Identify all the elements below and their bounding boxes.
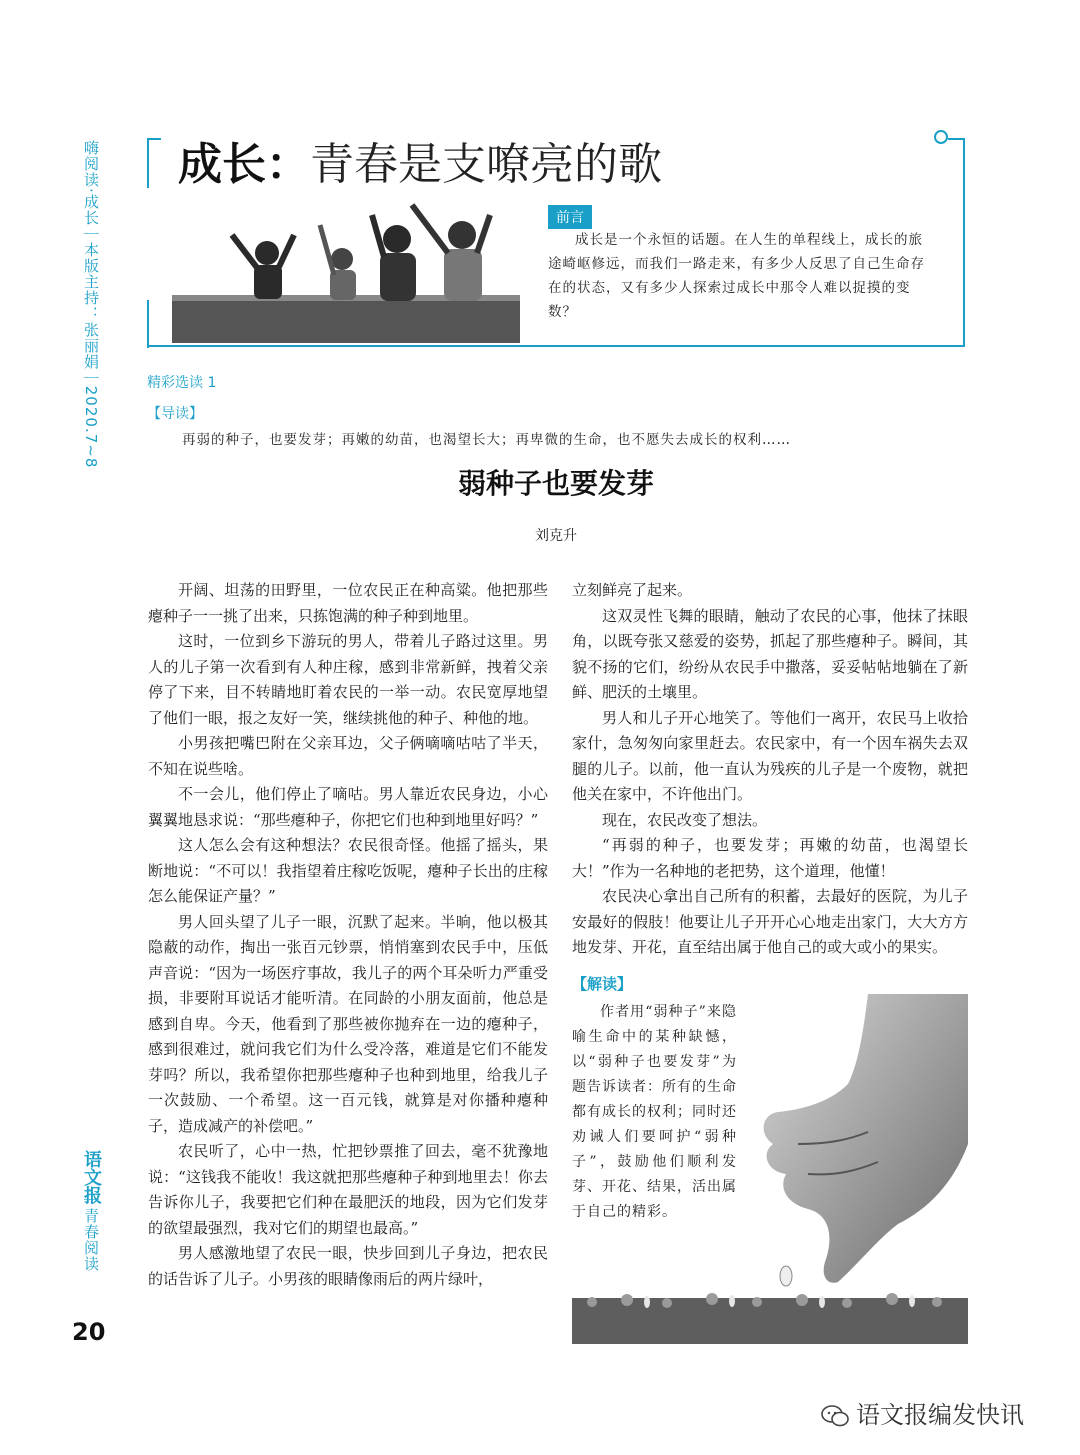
youth-photo: [172, 195, 520, 343]
guide-text: 再弱的种子，也要发芽；再嫩的幼苗，也渴望长大；再卑微的生命，也不愿失去成长的权利……: [182, 432, 791, 448]
paragraph: 现在，农民改变了想法。: [602, 810, 768, 829]
section-name: ｜青春阅读: [82, 1192, 100, 1272]
paragraph: 开阔、坦荡的田野里，一位农民正在种高粱。他把那些瘪种子一一挑了出来，只拣饱满的种子种到地里。: [148, 581, 548, 625]
frame-top-line: [147, 138, 161, 140]
paragraph: 农民听了，心中一热，忙把钞票推了回去，毫不犹豫地说：“这钱我不能收！我这就把那些瘪种子种到地里去！你去告诉你儿子，我要把它们种在最肥沃的地段，因为它们发芽的欲望最强烈，我对它们的期望也最高。”: [148, 1142, 548, 1237]
frame-left-line-lower: [147, 300, 149, 348]
article-title: 弱种子也要发芽: [457, 467, 654, 500]
hand-seed-illustration: [738, 994, 968, 1294]
article-author: 刘克升: [535, 528, 577, 544]
paragraph: 这时，一位到乡下游玩的男人，带着儿子路过这里。男人的儿子第一次看到有人种庄稼，感到非常新鲜，拽着父亲停了下来，目不转睛地盯着农民的一举一动。农民宽厚地望了他们一眼，报之友好一笑，继续挑他的种子、种他的地。: [148, 632, 548, 727]
column-info: 嗨阅读·成长｜本版主持：张丽娟｜2020.7~8: [82, 140, 100, 469]
wechat-watermark: [820, 1395, 1024, 1430]
paragraph: 不一会儿，他们停止了嘀咕。男人靠近农民身边，小心翼翼地恳求说：“那些瘪种子，你把它们也种到地里好吗？”: [148, 785, 548, 829]
interpretation-text: [572, 1000, 737, 1225]
page-title: [178, 140, 662, 190]
paragraph: 这双灵性飞舞的眼睛，触动了农民的心事，他抹了抹眼角，以既夸张又慈爱的姿势，抓起了那些瘪种子。瞬间，其貌不扬的它们，纷纷从农民手中撒落，妥妥帖帖地躺在了新鲜、肥沃的土壤里。: [572, 606, 968, 701]
title-light: 青春是支嘹亮的歌: [310, 139, 662, 190]
preface-badge: 前言: [548, 205, 592, 229]
preface-text: 成长是一个永恒的话题。在人生的单程线上，成长的旅途崎岖修远，而我们一路走来，有多少人反思了自己生命存在的状态，又有多少人探索过成长中那令人难以捉摸的变数？: [548, 232, 925, 320]
page-number: 20: [72, 1318, 106, 1346]
paragraph-continuation: 立刻鲜亮了起来。: [572, 581, 693, 599]
guide-label: 【导读】: [147, 406, 203, 422]
paper-logo: 语文报: [81, 1150, 102, 1204]
interpretation-paragraph: 作者用“弱种子”来隐喻生命中的某种缺憾，以“弱种子也要发芽”为题告诉读者：所有的生命都有成长的权利；同时还劝诫人们要呵护“弱种子”，鼓励他们顺利发芽、开花、结果，活出属于自己的精彩。: [572, 1004, 737, 1220]
paragraph: “再弱的种子，也要发芽；再嫩的幼苗，也渴望长大！”作为一名种地的老把势，这个道理，他懂！: [572, 836, 968, 880]
paragraph: 这人怎么会有这种想法？农民很奇怪。他摇了摇头，果断地说：“不可以！我指望着庄稼吃饭呢，瘪种子长出的庄稼怎么能保证产量？”: [148, 836, 548, 905]
paragraph: 男人回头望了儿子一眼，沉默了起来。半晌，他以极其隐蔽的动作，掏出一张百元钞票，悄悄塞到农民手中，压低声音说：“因为一场医疗事故，我儿子的两个耳朵听力严重受损，非要附耳说话才能听清。在同龄的小朋友面前，他总是感到自卑。今天，他看到了那些被你抛弃在一边的瘪种子，感到很难过，就问我它们为什么受冷落，难道是它们不能发芽吗？所以，我希望你把那些瘪种子也种到地里，给我儿子一次鼓励、一个希望。这一百元钱，就算是对你播种瘪种子，造成减产的补偿吧。”: [148, 912, 548, 1135]
selection-label: 精彩选读 1: [147, 375, 217, 391]
frame-top-right-line: [948, 138, 965, 140]
watermark-text: 语文报编发快讯: [856, 1401, 1024, 1429]
soil-strip: [572, 1290, 968, 1344]
article-left-column: [148, 578, 548, 1292]
paragraph: 农民决心拿出自己所有的积蓄，去最好的医院，为儿子安最好的假肢！他要让儿子开开心心地走出家门，大大方方地发芽、开花，直至结出属于他自己的或大或小的果实。: [572, 887, 968, 956]
title-bold: 成长：: [178, 139, 310, 190]
frame-circle-ornament: [934, 130, 948, 144]
article-right-column: [572, 578, 968, 961]
interpretation-label: 【解读】: [572, 975, 633, 993]
frame-left-line: [147, 138, 149, 188]
paragraph: 男人感激地望了农民一眼，快步回到儿子身边，把农民的话告诉了儿子。小男孩的眼睛像雨后的两片绿叶，: [148, 1244, 548, 1288]
paragraph: 小男孩把嘴巴附在父亲耳边，父子俩嘀嘀咕咕了半天，不知在说些啥。: [148, 734, 548, 778]
paragraph: 男人和儿子开心地笑了。等他们一离开，农民马上收拾家什，急匆匆向家里赶去。农民家中，有一个因车祸失去双腿的儿子。以前，他一直认为残疾的儿子是一个废物，就把他关在家中，不许他出门。: [572, 708, 968, 803]
wechat-icon: [820, 1404, 850, 1428]
